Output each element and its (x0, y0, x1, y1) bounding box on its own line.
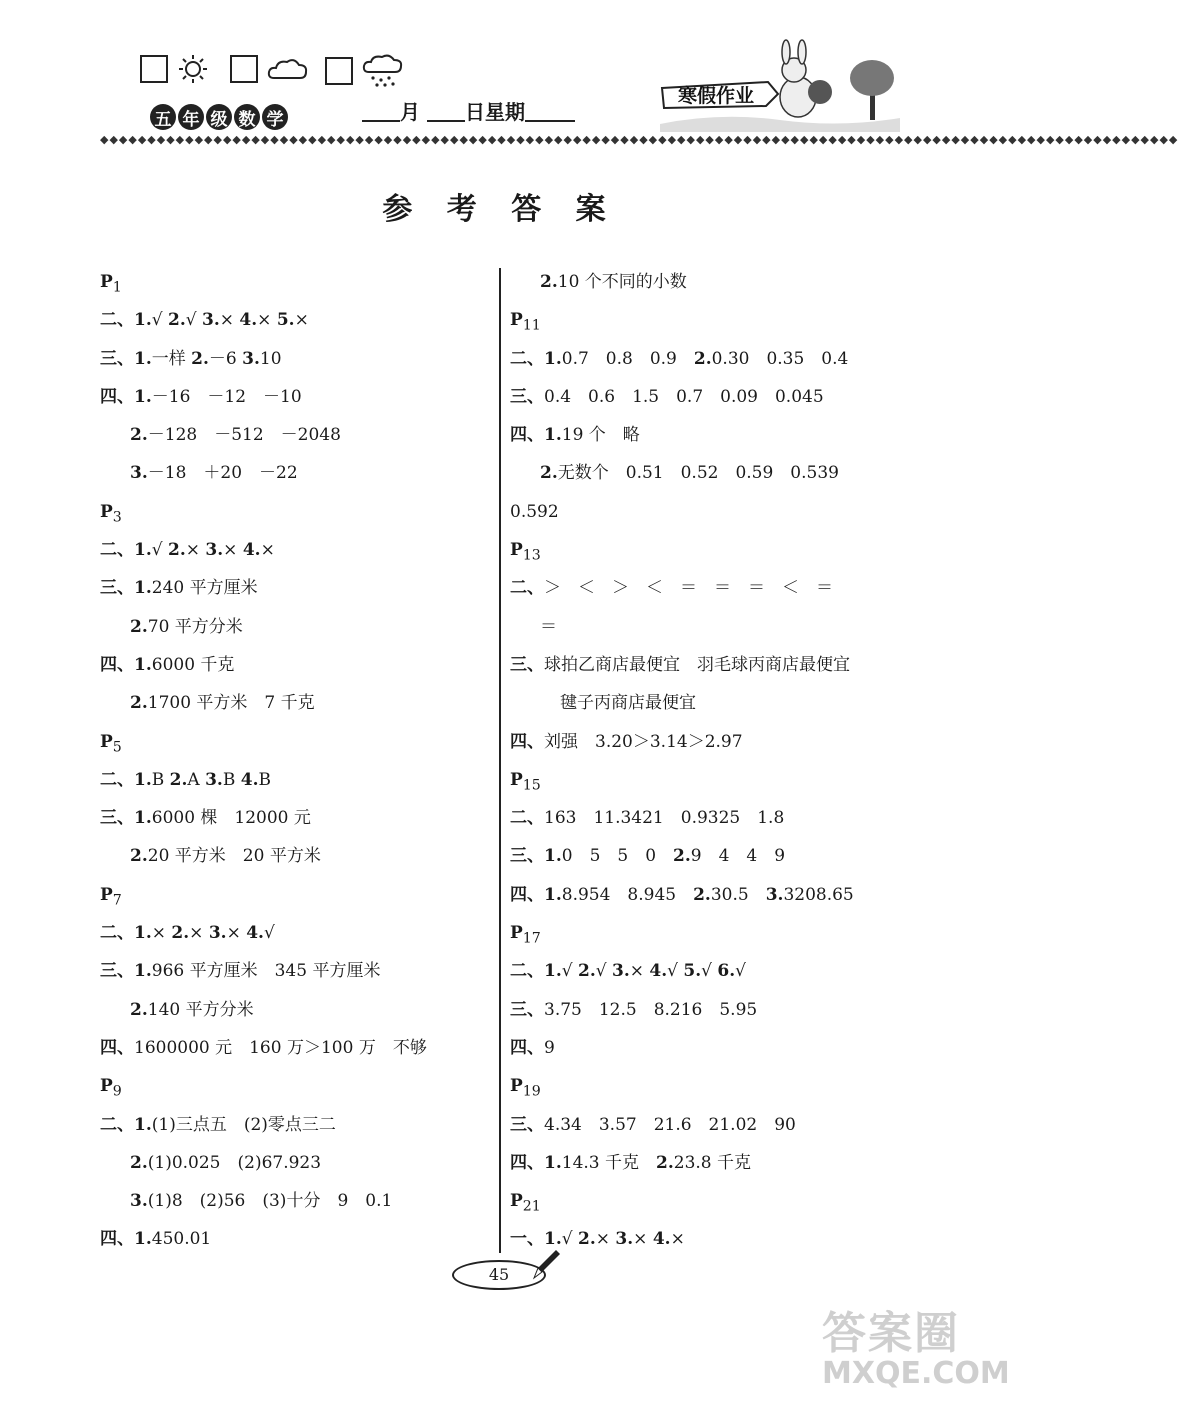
checkbox-sunny[interactable] (140, 55, 168, 83)
page-ref-number: 7 (112, 892, 122, 909)
answer-line (100, 1220, 495, 1258)
answer-text: 240 平方厘米 (151, 578, 258, 599)
question-number: 2. (673, 846, 691, 867)
answer-line (100, 378, 495, 416)
answer-text: 3208.65 (783, 884, 854, 905)
question-number: 三、1. (100, 961, 152, 982)
answer-line (510, 608, 910, 646)
answer-text: 20 平方米 20 平方米 (147, 846, 321, 867)
answer-line (100, 799, 495, 837)
answer-line (510, 416, 910, 454)
answer-text: × (294, 310, 309, 331)
answer-line (100, 454, 495, 492)
page-ref-number: 15 (522, 777, 541, 794)
question-number: 三、1. (100, 348, 152, 369)
answer-line (100, 340, 495, 378)
question-number: 4. (240, 769, 259, 790)
checkbox-cloudy[interactable] (230, 55, 258, 83)
answer-text: 6000 千克 (151, 654, 235, 675)
answer-line (510, 646, 910, 684)
answer-line (100, 1106, 495, 1144)
answer-line (100, 684, 495, 722)
cloud-icon (266, 54, 310, 84)
question-number: 二、 (510, 578, 544, 599)
answer-line (100, 569, 495, 607)
answer-text: 9 4 4 9 (690, 846, 786, 867)
answer-text: 10 个不同的小数 (557, 272, 687, 292)
answer-text: √ (735, 961, 746, 982)
answer-text: (1)0.025 (2)67.923 (147, 1152, 322, 1173)
answer-text: √ (561, 961, 578, 982)
page-reference (510, 1067, 910, 1105)
page-ref-number: 13 (522, 547, 541, 564)
answer-text: √ (185, 310, 202, 331)
answer-line (510, 493, 910, 531)
question-number: 三、1. (510, 846, 562, 867)
answer-text: × (629, 961, 650, 982)
question-number: 四、1. (510, 884, 562, 905)
page-ref-number: 3 (112, 509, 122, 526)
weather-rainy (325, 54, 405, 88)
page-ref-label: P (100, 501, 113, 522)
question-number: 四、1. (510, 425, 562, 446)
answer-line (100, 1144, 495, 1182)
answer-text: × (223, 540, 243, 561)
dotted-divider: ◆◆◆◆◆◆◆◆◆◆◆◆◆◆◆◆◆◆◆◆◆◆◆◆◆◆◆◆◆◆◆◆◆◆◆◆◆◆◆◆◆◆◆◆◆◆◆◆◆◆◆◆◆◆◆◆◆◆◆◆◆◆◆◆◆◆◆◆◆◆◆◆◆◆◆◆◆◆◆◆◆◆◆◆◆◆◆◆◆◆◆◆◆◆◆◆◆◆◆◆◆◆◆◆◆◆◆◆◆◆◆◆◆◆ (100, 133, 1178, 146)
page-ref-number: 11 (522, 317, 541, 334)
page-ref-label: P (100, 1076, 113, 1097)
answer-text: －6 (208, 348, 243, 369)
answer-text: 球拍乙商店最便宜 羽毛球丙商店最便宜 (544, 654, 850, 675)
question-number: 3. (205, 769, 223, 790)
weekday-blank[interactable] (525, 100, 575, 122)
answer-line (510, 952, 910, 990)
answer-text: 14.3 千克 (561, 1152, 657, 1173)
answer-text: 8.954 8.945 (561, 884, 694, 905)
answer-text: 1700 平方米 7 千克 (147, 693, 315, 714)
answer-text: √ (595, 961, 612, 982)
pencil-icon (530, 1248, 562, 1282)
answer-text: 19 个 略 (561, 425, 640, 446)
answer-text: 70 平方分米 (147, 616, 243, 637)
question-number: 三、1. (100, 578, 152, 599)
answer-text: × (185, 540, 206, 561)
page-ref-label: P (510, 769, 523, 790)
answer-line (510, 723, 910, 761)
question-number: 3. (130, 463, 148, 484)
question-number: 四、1. (100, 1229, 152, 1250)
question-number: 4. (246, 923, 264, 944)
page-reference (510, 1182, 910, 1220)
answer-text: √ (701, 961, 718, 982)
page-ref-label: P (510, 1191, 523, 1212)
tree-icon (850, 60, 894, 120)
question-number: 3. (130, 1191, 148, 1212)
answer-line (100, 761, 495, 799)
answer-text: 450.01 (151, 1229, 212, 1250)
question-number: 2. (130, 846, 148, 867)
question-number: 2. (693, 884, 711, 905)
question-number: 3. (242, 348, 260, 369)
page-footer (452, 1256, 562, 1292)
answer-line (510, 837, 910, 875)
question-number: 3. (205, 540, 224, 561)
page-ref-label: P (100, 884, 113, 905)
answer-text: × (226, 923, 247, 944)
question-number: 二、1. (510, 961, 562, 982)
holiday-homework-banner (660, 42, 900, 132)
answer-line (100, 608, 495, 646)
question-number: 3. (765, 884, 784, 905)
answer-line (510, 1220, 910, 1258)
question-number: 5. (276, 310, 295, 331)
question-number: 二、1. (100, 769, 152, 790)
question-number: 二、 (510, 808, 544, 829)
day-blank[interactable] (427, 100, 465, 122)
answer-text: × (670, 1229, 685, 1250)
page-ref-label: P (100, 272, 113, 292)
question-number: 二、1. (100, 540, 152, 561)
question-number: 4. (239, 310, 258, 331)
question-number: 2. (578, 961, 596, 982)
column-divider (499, 268, 501, 1253)
question-number: 2. (130, 616, 148, 637)
answer-line (510, 454, 910, 492)
answer-text: 4.34 3.57 21.6 21.02 90 (544, 1114, 796, 1135)
answer-line (510, 876, 910, 914)
answer-text: 毽子丙商店最便宜 (560, 693, 696, 714)
answer-text: √ (667, 961, 684, 982)
page-ref-label: P (100, 731, 113, 752)
answer-text: × (633, 1229, 653, 1250)
answer-line (510, 263, 910, 301)
answer-line (100, 952, 495, 990)
answer-text: ＝ (540, 616, 557, 637)
answer-line (510, 1029, 910, 1067)
question-number: 6. (717, 961, 736, 982)
watermark: 答案圈 MXQE.COM (822, 1308, 1010, 1391)
question-number: 三、 (510, 999, 544, 1020)
answer-line (100, 416, 495, 454)
svg-text:寒假作业: 寒假作业 (677, 85, 755, 107)
answer-text: × (189, 923, 209, 944)
question-number: 四、1. (510, 1152, 562, 1173)
answer-text: × (260, 540, 275, 561)
question-number: 2. (540, 463, 558, 484)
answer-text: A (187, 769, 206, 790)
page-ref-label: P (510, 1076, 523, 1097)
question-number: 3. (615, 1229, 634, 1250)
question-number: 三、1. (100, 808, 152, 829)
question-number: 2. (693, 348, 712, 369)
answer-line (510, 684, 910, 722)
question-number: 二、1. (100, 1114, 152, 1135)
answer-text: B (222, 769, 241, 790)
answer-text: B (151, 769, 170, 790)
page-reference (100, 876, 495, 914)
date-fields: 月 日星期 (362, 96, 575, 125)
page-reference (510, 301, 910, 339)
page-ref-number: 1 (112, 279, 122, 296)
question-number: 3. (208, 923, 227, 944)
answer-text: 6000 棵 12000 元 (151, 808, 311, 829)
page-ref-number: 9 (112, 1083, 122, 1100)
answer-line (100, 646, 495, 684)
question-number: 2. (171, 923, 190, 944)
answer-text: × (151, 923, 172, 944)
answer-text: 9 (544, 1037, 555, 1058)
answer-text: √ (151, 540, 168, 561)
answer-text: 23.8 千克 (673, 1152, 752, 1173)
answers-right-column (510, 263, 910, 1259)
answer-text: 30.5 (710, 884, 766, 905)
page-ref-label: P (510, 310, 523, 331)
weather-cloudy (230, 54, 310, 84)
answer-text: √ (263, 923, 275, 944)
answer-text: 无数个 0.51 0.52 0.59 0.539 (557, 463, 839, 484)
answer-text: 一样 (151, 348, 192, 369)
answer-line (510, 799, 910, 837)
question-number: 三、 (510, 654, 544, 675)
answer-text: ＞ ＜ ＞ ＜ ＝ ＝ ＝ ＜ ＝ (544, 578, 833, 599)
answer-text: 966 平方厘米 345 平方厘米 (151, 961, 381, 982)
answer-text: 0.592 (510, 501, 559, 522)
question-number: 5. (683, 961, 702, 982)
answer-line (100, 991, 495, 1029)
answer-line (100, 301, 495, 339)
question-number: 四、1. (100, 386, 152, 407)
question-number: 三、 (510, 1114, 544, 1135)
page-reference (100, 493, 495, 531)
answer-line (100, 531, 495, 569)
question-number: 2. (169, 769, 188, 790)
sun-icon (176, 54, 210, 84)
question-number: 四、 (100, 1037, 134, 1058)
question-number: 二、1. (510, 348, 562, 369)
question-number: 2. (578, 1229, 596, 1250)
question-number: 4. (649, 961, 668, 982)
answer-text: × (257, 310, 277, 331)
question-number: 2. (168, 310, 186, 331)
page-ref-number: 19 (522, 1083, 541, 1100)
answer-text: 0.4 0.6 1.5 0.7 0.09 0.045 (544, 386, 824, 407)
answer-text: √ (151, 310, 168, 331)
answer-text: B (258, 769, 271, 790)
answer-text: 3.75 12.5 8.216 5.95 (544, 999, 758, 1020)
weather-sunny (140, 54, 210, 84)
answer-text: 0 5 5 0 (561, 846, 674, 867)
answer-text: (1)8 (2)56 (3)十分 9 0.1 (147, 1191, 393, 1212)
answer-line (510, 1106, 910, 1144)
question-number: 2. (130, 425, 148, 446)
answer-text: －128 －512 －2048 (147, 425, 341, 446)
page-reference (510, 761, 910, 799)
question-number: 4. (652, 1229, 671, 1250)
question-number: 2. (191, 348, 209, 369)
page-title: 参 考 答 案 (382, 192, 618, 227)
question-number: 三、 (510, 386, 544, 407)
page-ref-number: 21 (522, 1198, 541, 1215)
question-number: 四、1. (100, 654, 152, 675)
month-blank[interactable] (362, 100, 400, 122)
question-number: 2. (540, 272, 558, 292)
answer-text: －18 ＋20 －22 (147, 463, 298, 484)
rain-icon (361, 54, 405, 88)
question-number: 四、 (510, 731, 544, 752)
page-ref-number: 5 (112, 738, 122, 755)
grade-subject-label: 五 年 级 数 学 (150, 104, 290, 130)
question-number: 4. (242, 540, 261, 561)
answer-text: 140 平方分米 (147, 999, 254, 1020)
answer-line (100, 1029, 495, 1067)
answer-line (510, 378, 910, 416)
page-number: 45 (452, 1260, 546, 1290)
answer-text: 163 11.3421 0.9325 1.8 (544, 808, 785, 829)
answer-text: 1600000 元 160 万＞100 万 不够 (134, 1037, 427, 1058)
answer-text: 0.30 0.35 0.4 (711, 348, 849, 369)
answer-line (510, 569, 910, 607)
page-reference (100, 723, 495, 761)
page-reference (100, 1067, 495, 1105)
question-number: 3. (202, 310, 220, 331)
page-reference (510, 531, 910, 569)
page-reference (510, 914, 910, 952)
page-ref-label: P (510, 923, 523, 944)
rabbit-icon (780, 40, 832, 117)
answer-text: × (595, 1229, 616, 1250)
question-number: 2. (130, 1152, 148, 1173)
page-ref-number: 17 (522, 930, 541, 947)
question-number: 2. (656, 1152, 674, 1173)
question-number: 二、1. (100, 923, 152, 944)
answer-text: －16 －12 －10 (151, 386, 302, 407)
answer-line (100, 914, 495, 952)
answer-line (510, 1144, 910, 1182)
question-number: 3. (612, 961, 630, 982)
question-number: 2. (130, 999, 148, 1020)
answer-text: (1)三点五 (2)零点三二 (151, 1114, 336, 1135)
answer-line (510, 991, 910, 1029)
answer-line (510, 340, 910, 378)
answer-text: 0.7 0.8 0.9 (561, 348, 694, 369)
page-reference (100, 263, 495, 301)
answer-line (100, 1182, 495, 1220)
question-number: 2. (168, 540, 186, 561)
answer-text: × (219, 310, 240, 331)
question-number: 2. (130, 693, 148, 714)
answer-text: √ (561, 1229, 578, 1250)
answer-line (100, 837, 495, 875)
page-ref-label: P (510, 540, 523, 561)
answer-text: 10 (259, 348, 282, 369)
answers-left-column (100, 263, 495, 1259)
answer-text: 刘强 3.20＞3.14＞2.97 (544, 731, 743, 752)
question-number: 四、 (510, 1037, 544, 1058)
checkbox-rainy[interactable] (325, 57, 353, 85)
question-number: 二、1. (100, 310, 152, 331)
question-number: 一、1. (510, 1229, 562, 1250)
